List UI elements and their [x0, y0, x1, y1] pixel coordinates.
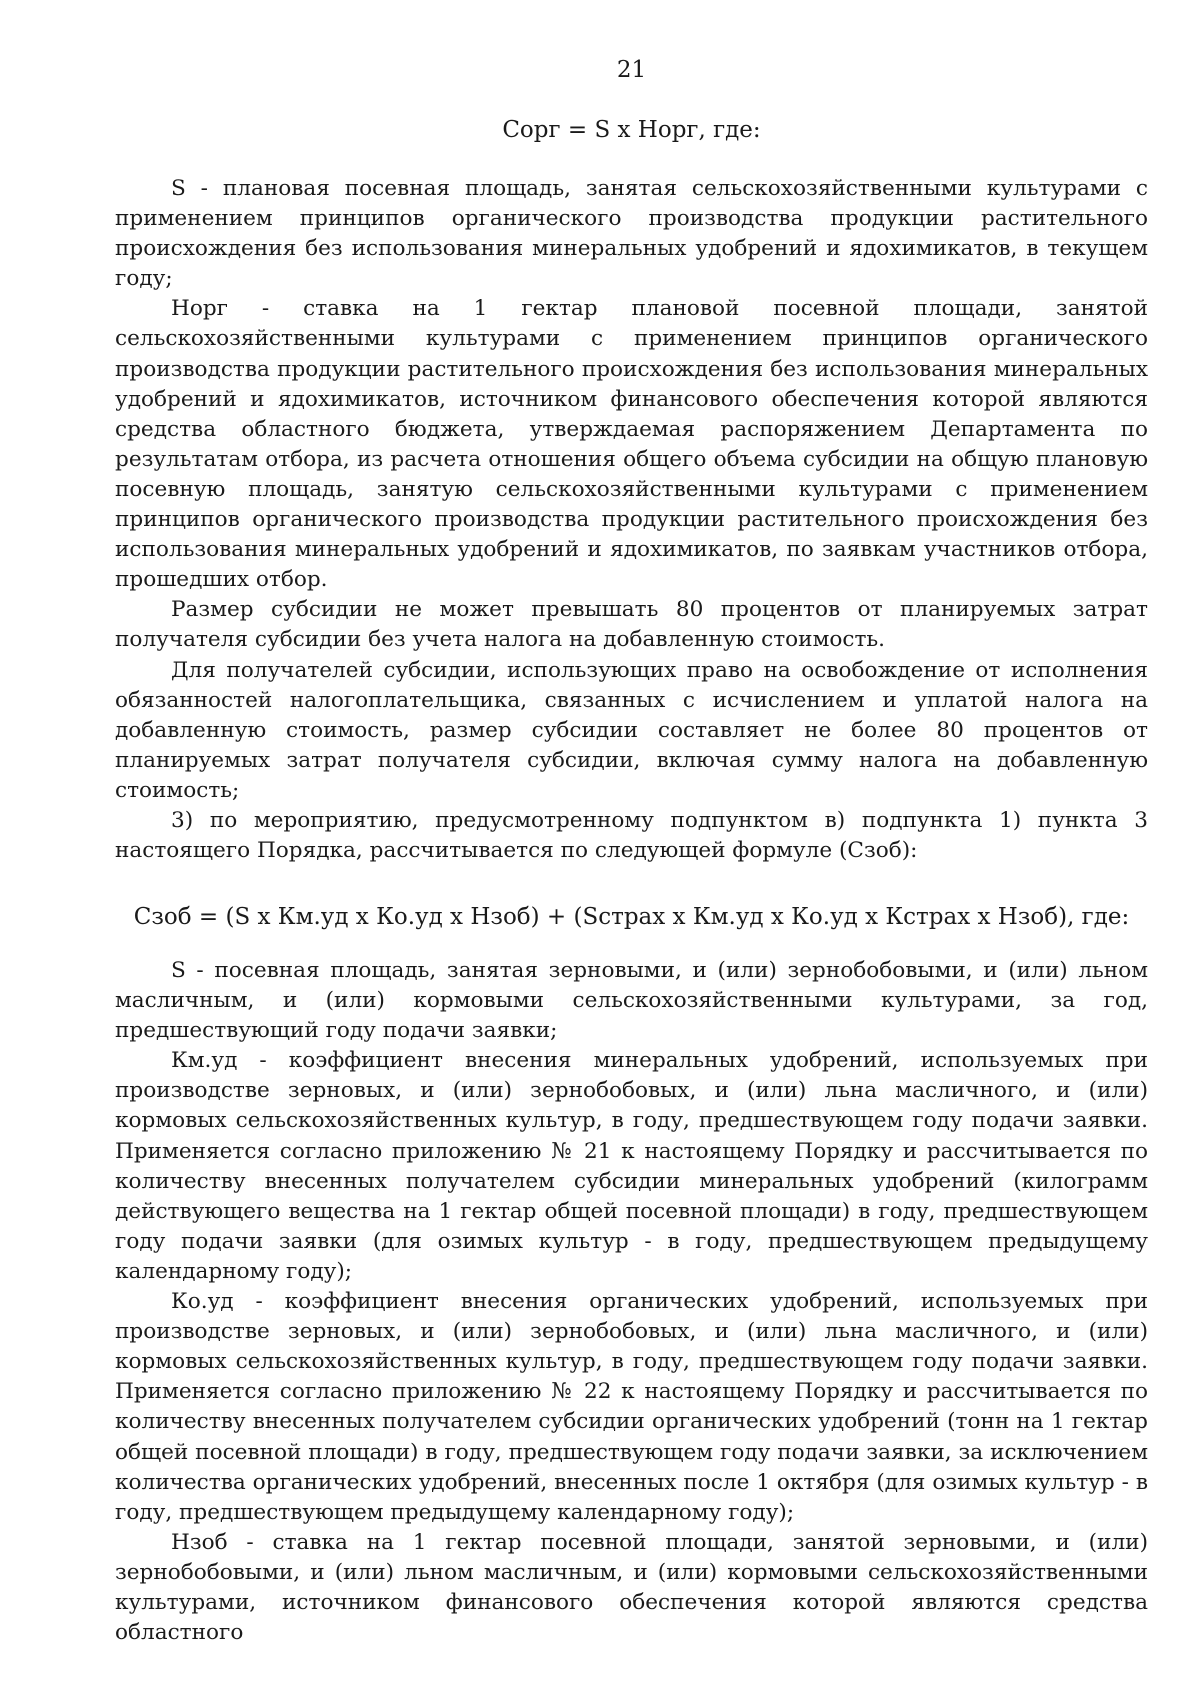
paragraph-item-3: 3) по мероприятию, предусмотренному подпунктом в) подпункта 1) пункта 3 настоящего Порядка, рассчитывается по следующей формуле (Сзоб): [115, 807, 1148, 864]
text-block-organic [115, 174, 1148, 866]
paragraph-s-definition: S - плановая посевная площадь, занятая сельскохозяйственными культурами с применением принципов органического производства продукции растительного происхождения без использования минеральных удобрений и ядохимикатов, в текущем году; [115, 176, 1148, 292]
paragraph-subsidy-limit: Размер субсидии не может превышать 80 процентов от планируемых затрат получателя субсидии без учета налога на добавленную стоимость. [115, 597, 1148, 653]
paragraph-vat-exempt: Для получателей субсидии, использующих право на освобождение от исполнения обязанностей налогоплательщика, связанных с исчислением и уплатой налога на добавленную стоимость, размер субсидии составляет не более 80 процентов от планируемых затрат получателя субсидии, включая сумму налога на добавленную стоимость; [115, 657, 1148, 803]
text-block-czob [115, 956, 1148, 1648]
paragraph-ko-ud: Ко.уд - коэффициент внесения органических удобрений, используемых при производстве зерновых, и (или) зернобобовых, и (или) льна масличного, и (или) кормовых сельскохозяйственных культур, в году, предшествующем году подачи заявки. Применяется согласно приложению № 22 к настоящему Порядку и рассчитывается по количеству внесенных получателем субсидии органических удобрений (тонн на 1 гектар общей посевной площади) в году, предшествующем году подачи заявки, за исключением количества органических удобрений, внесенных после 1 октября (для озимых культур - в году, предшествующем предыдущему календарному году); [115, 1289, 1148, 1525]
formula-corg: Сорг = S х Норг, где: [502, 117, 761, 143]
page-number: 21 [616, 57, 647, 83]
paragraph-nzob: Нзоб - ставка на 1 гектар посевной площади, занятой зерновыми, и (или) зернобобовыми, и (или) льном масличным, и (или) кормовыми сельскохозяйственными культурами, источником финансового обеспечения которой являются средства областного [115, 1529, 1148, 1646]
paragraph-km-ud: Км.уд - коэффициент внесения минеральных удобрений, используемых при производстве зерновых, и (или) зернобобовых, и (или) льна масличного, и (или) кормовых сельскохозяйственных культур, в году, предшествующем году подачи заявки. Применяется согласно приложению № 21 к настоящему Порядку и рассчитывается по количеству внесенных получателем субсидии минеральных удобрений (килограмм действующего вещества на 1 гектар общей посевной площади) в году, предшествующем году подачи заявки (для озимых культур - в году, предшествующем предыдущему календарному году); [115, 1048, 1148, 1284]
formula-czob: Сзоб = (S х Км.уд х Ко.уд х Нзоб) + (Sстрах х Км.уд х Ко.уд х Кстрах х Нзоб), где: [133, 904, 1130, 930]
paragraph-s-area: S - посевная площадь, занятая зерновыми, и (или) зернобобовыми, и (или) льном масличным, и (или) кормовыми сельскохозяйственными культурами, за год, предшествующий году подачи заявки; [115, 958, 1148, 1044]
paragraph-norg-definition: Норг - ставка на 1 гектар плановой посевной площади, занятой сельскохозяйственными культурами с применением принципов органического производства продукции растительного происхождения без использования минеральных удобрений и ядохимикатов, источником финансового обеспечения которой являются средства областного бюджета, утверждаемая распоряжением Департамента по результатам отбора, из расчета отношения общего объема субсидии на общую плановую посевную площадь, занятую сельскохозяйственными культурами с применением принципов органического производства продукции растительного происхождения без использования минеральных удобрений и ядохимикатов, по заявкам участников отбора, прошедших отбор. [115, 296, 1148, 593]
